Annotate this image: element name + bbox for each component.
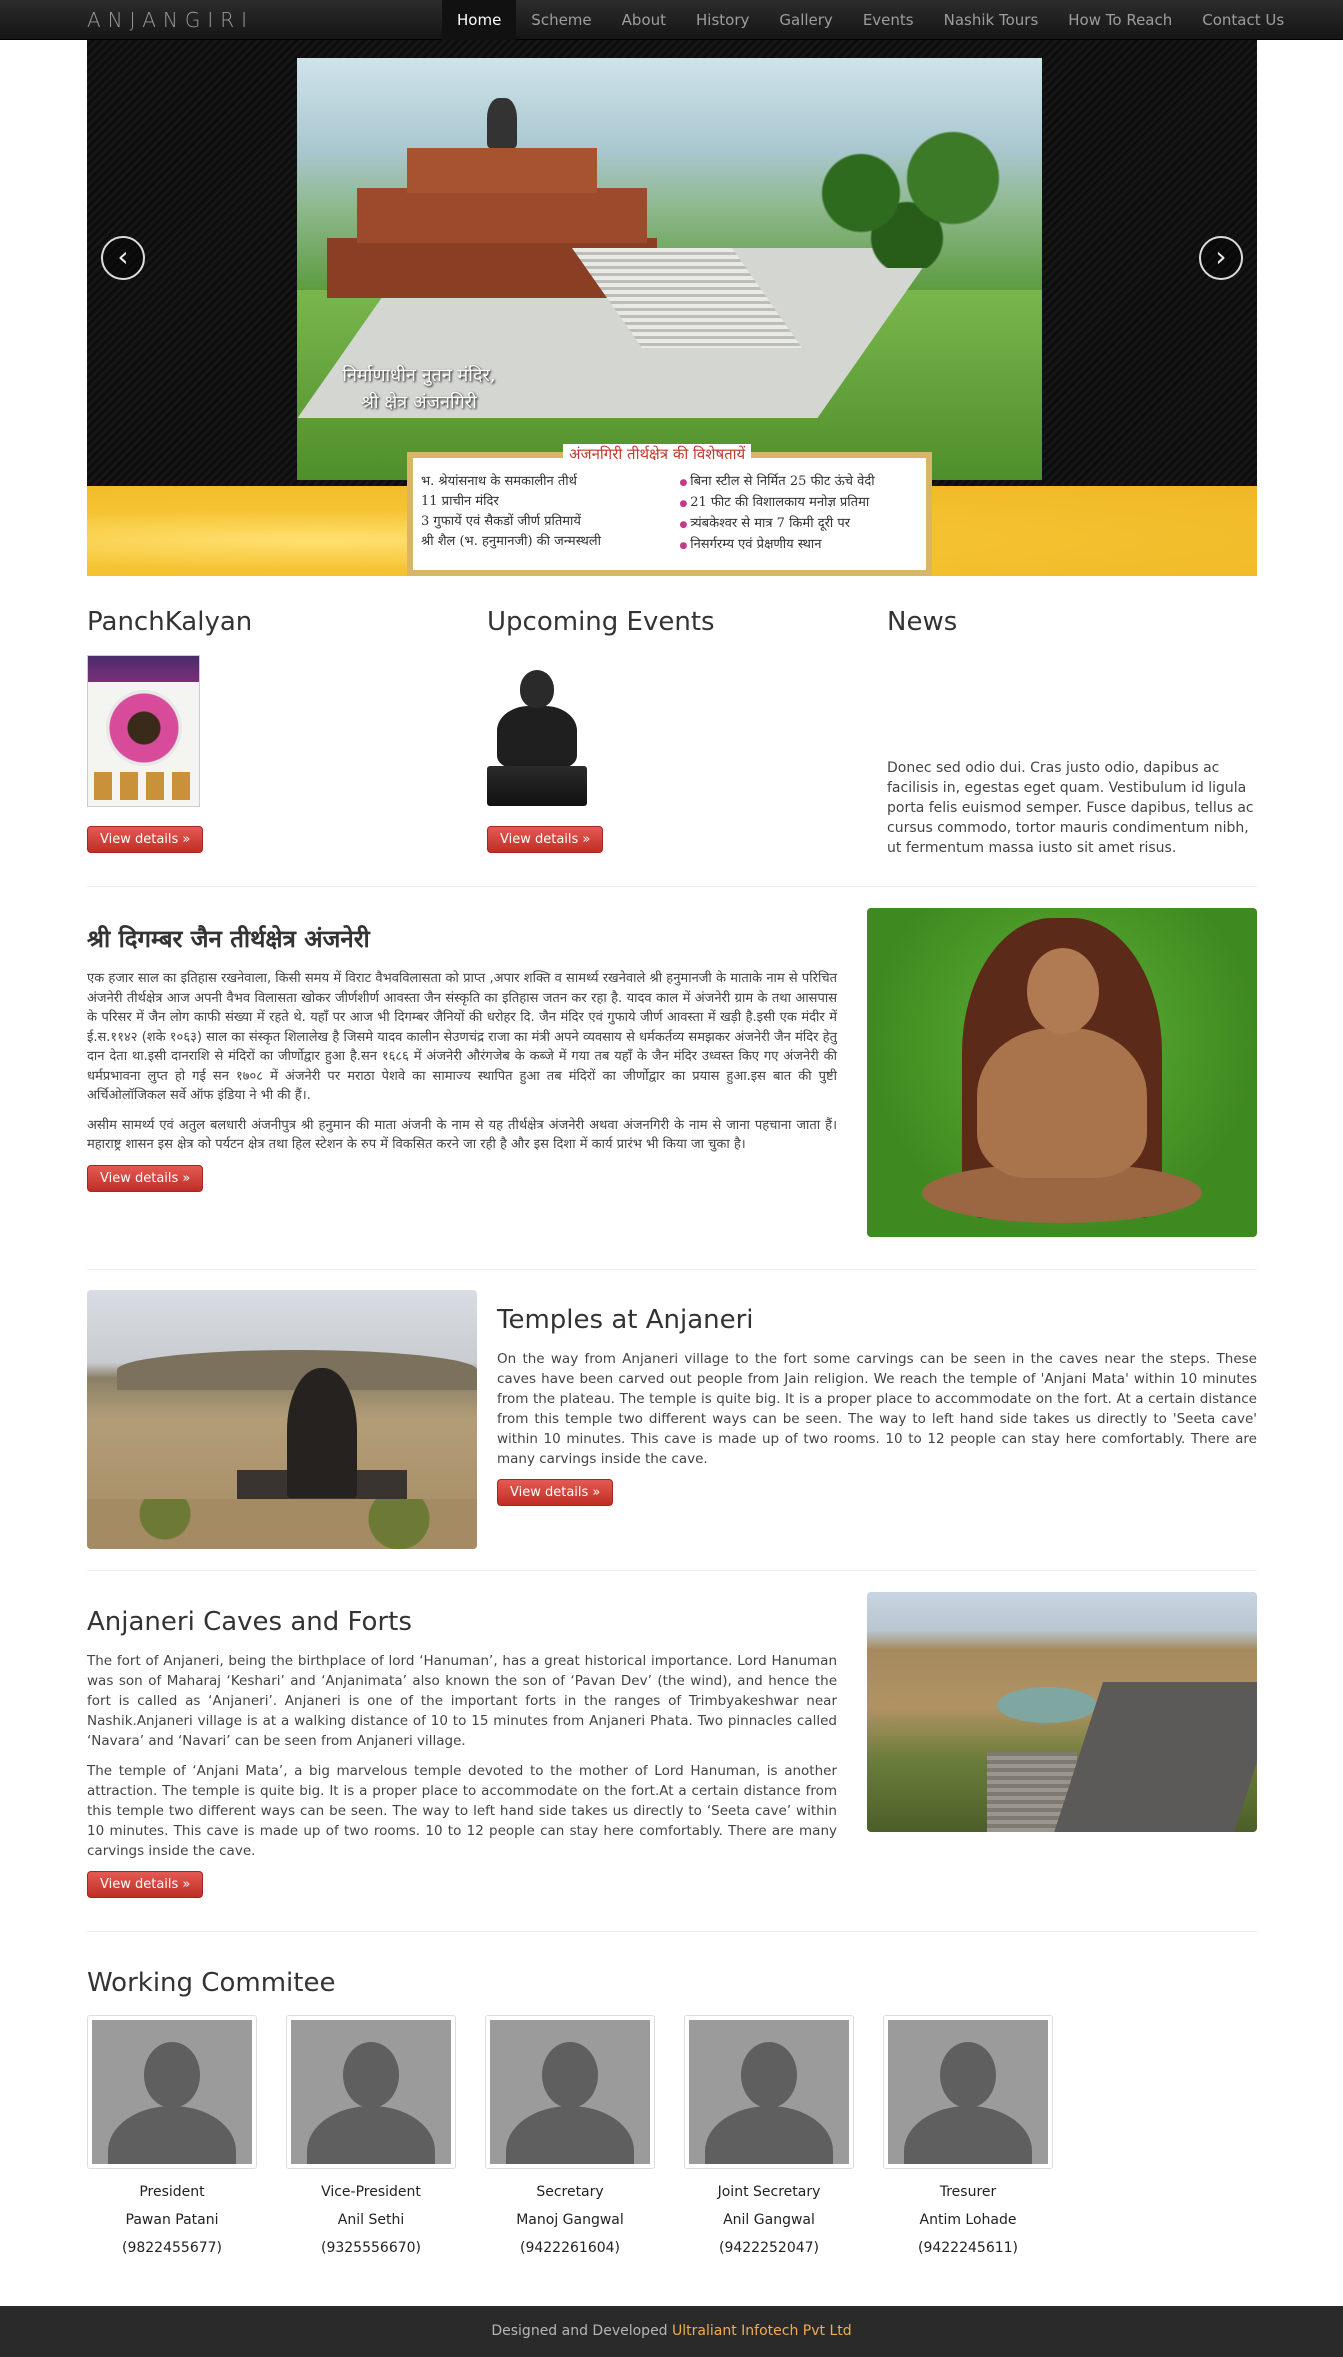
nav-nashik-tours[interactable]: Nashik Tours bbox=[943, 11, 1039, 29]
events-view-details-button[interactable]: View details » bbox=[487, 826, 603, 853]
committee-member bbox=[883, 2015, 1053, 2256]
feature-item: श्री शैल (भ. हनुमानजी) की जन्मस्थली bbox=[421, 534, 601, 549]
feature-item: ● निसर्गरम्य एवं प्रेक्षणीय स्थान bbox=[680, 535, 919, 556]
top-navbar bbox=[0, 0, 1343, 40]
anjaneri-fort-image bbox=[867, 1592, 1257, 1832]
nav-gallery[interactable]: Gallery bbox=[779, 11, 833, 29]
caves-forts-heading: Anjaneri Caves and Forts bbox=[87, 1607, 412, 1637]
jain-tirth-paragraph-2: असीम सामर्थ्य एवं अतुल बलधारी अंजनीपुत्र श्री हनुमान की माता अंजनी के नाम से यह तीर्थक्षेत्र अंजनेरी अथवा अंजनगिरी के नाम से जाना पहचाना जाता हैं। महाराष्ट्र शासन इस क्षेत्र को पर्यटन क्षेत्र तथा हिल स्टेशन के रुप में विकसित करने जा रही है और इस दिशा में कार्य प्रारंभ भी किया जा चुका है। bbox=[87, 1117, 837, 1152]
committee-member bbox=[684, 2015, 854, 2256]
jain-tirth-view-details-button[interactable]: View details » bbox=[87, 1165, 203, 1192]
event-statue-image[interactable] bbox=[487, 670, 587, 807]
member-name: Anil Gangwal bbox=[723, 2212, 815, 2228]
member-role: Secretary bbox=[536, 2184, 604, 2200]
member-name: Anil Sethi bbox=[337, 2212, 405, 2228]
carousel-prev-button[interactable]: ‹ bbox=[101, 236, 145, 280]
feature-item: ● 21 फीट की विशालकाय मनोज्ञ प्रतिमा bbox=[680, 493, 919, 514]
member-role: Vice-President bbox=[321, 2184, 421, 2200]
caves-forts-section bbox=[87, 1607, 837, 1898]
slide-caption-line2: श्री क्षेत्र अंजनगिरी bbox=[361, 392, 477, 413]
features-info-title: अंजनगिरी तीर्थक्षेत्र की विशेषतायें bbox=[563, 444, 751, 464]
nav-history[interactable]: History bbox=[696, 11, 750, 29]
news-column bbox=[887, 607, 1257, 637]
member-name: Antim Lohade bbox=[919, 2212, 1017, 2228]
slide-caption-line1: निर्माणाधीन नुतन मंदिर, bbox=[342, 365, 496, 386]
events-heading: Upcoming Events bbox=[487, 607, 715, 637]
member-phone: (9422261604) bbox=[520, 2240, 620, 2256]
temples-paragraph: On the way from Anjaneri village to the fort some carvings can be seen in the caves near the steps. These caves have been carved out people from Jain religion. We reach the temple of 'Anjani Mata' within 10 minutes from the plateau. The temple is quite big. It is a proper place to accommodate on the fort. At a certain distance from this temple two different ways can be seen. The way to left hand side takes us directly to 'Seeta cave' within 10 minutes. This cave is made up of two rooms. 10 to 12 people can stay here comfortably. There are many carvings inside the cave. bbox=[497, 1351, 1257, 1467]
member-phone: (9325556670) bbox=[321, 2240, 421, 2256]
caves-forts-paragraph-2: The temple of ‘Anjani Mata’, a big marvelous temple devoted to the mother of Lord Hanuman, is another attraction. The temple is quite big. It is a proper place to accommodate on the fort.At a certain distance from this temple two different ways can be seen. The way to left hand side takes us directly to ‘Seeta cave’ within 10 minutes. This cave is made up of two rooms. 10 to 12 people can stay here comfortably. There are many carvings inside the cave. bbox=[87, 1763, 837, 1859]
temples-heading: Temples at Anjaneri bbox=[497, 1305, 754, 1335]
events-column bbox=[487, 607, 857, 637]
jain-tirth-paragraph-1: एक हजार साल का इतिहास रखनेवाला, किसी समय में विराट वैभवविलासता को प्राप्त ,अपार शक्ति व सामर्थ्य रखनेवाले श्री हनुमानजी के माताके नाम से परिचित अंजनेरी तीर्थक्षेत्र आज अपनी वैभव विलासता खोकर जीर्णशीर्ण आवस्ता जैन संस्कृति का इतिहास जतन कर रहा है. यादव काल में अंजनेरी ग्राम के तथा आसपास के परिसर में जैन लोग काफी संख्या में रहते थे. यहाँ पर आज भी दिगम्बर जैनियों की धरोहर दि. जैन मंदिर एवं गुफाये जीर्ण आवस्ता में खड़ी है.इसी एक मंदीर में ई.स.११४२ (शके १०६३) साल का संस्कृत शिलालेख है जिसमे यादव कालीन सेउणचंद्र राजा का मंत्री अपने व्यवसाय से धर्मकर्तव्य समझकर अंजनेरी जैन मंदिर हेतु दान देता था.इसी दानराशि से मंदिरों का जीर्णोद्वार हुआ है.सन १६८६ में अंजनेरी औरंगजेब के कब्जे में गया तब यहाँ के जैन मंदिर उध्वस्त किए गए अंजनेरी की धर्मप्रभावना लुप्त हो गई सन १७०८ में अंजनेरी पर मराठा पेशवे का सामाज्य स्थापित हुआ तब मंदिरों का जीर्णोद्वार का प्रयास हुआ.इस बात की पुष्टी अर्चिओलॉजिकल सर्वे ऑफ इंडिया ने भी की हैं।. bbox=[87, 971, 837, 1103]
caves-forts-view-details-button[interactable]: View details » bbox=[87, 1871, 203, 1898]
divider bbox=[87, 1269, 1257, 1270]
features-right-list bbox=[680, 472, 919, 556]
news-text: Donec sed odio dui. Cras justo odio, dapibus ac facilisis in, egestas eget quam. Vestibulum id ligula porta felis euismod semper. Fusce dapibus, tellus ac cursus commodo, tortor mauris condimentum nibh, ut fermentum massa iusto sit amet risus. bbox=[887, 760, 1254, 856]
slide-caption bbox=[324, 362, 514, 416]
avatar bbox=[883, 2015, 1053, 2169]
member-phone: (9822455677) bbox=[122, 2240, 222, 2256]
avatar bbox=[87, 2015, 257, 2169]
panchkalyan-poster-image[interactable] bbox=[87, 655, 200, 807]
jain-tirth-section bbox=[87, 922, 837, 1192]
committee-heading: Working Commitee bbox=[87, 1968, 336, 1998]
panchkalyan-heading: PanchKalyan bbox=[87, 607, 253, 637]
carousel-next-button[interactable]: › bbox=[1199, 236, 1243, 280]
anjaneri-temple-image bbox=[87, 1290, 477, 1549]
committee-member bbox=[485, 2015, 655, 2256]
committee-members bbox=[87, 2015, 1053, 2256]
avatar bbox=[286, 2015, 456, 2169]
divider bbox=[87, 1931, 1257, 1932]
feature-item: 3 गुफायें एवं सैकडों जीर्ण प्रतिमायें bbox=[421, 514, 581, 529]
avatar bbox=[684, 2015, 854, 2169]
news-heading: News bbox=[887, 607, 958, 637]
nav-about[interactable]: About bbox=[621, 11, 667, 29]
member-role: President bbox=[139, 2184, 205, 2200]
features-left-list bbox=[421, 472, 660, 556]
feature-item: भ. श्रेयांसनाथ के समकालीन तीर्थ bbox=[421, 474, 577, 489]
divider bbox=[87, 886, 1257, 887]
feature-item: ● बिना स्टील से निर्मित 25 फीट ऊंचे वेदी bbox=[680, 472, 919, 493]
panchkalyan-column bbox=[87, 607, 457, 637]
feature-item: 11 प्राचीन मंदिर bbox=[421, 494, 499, 509]
features-info-box bbox=[407, 445, 932, 576]
nav-events[interactable]: Events bbox=[862, 11, 914, 29]
feature-item: ● त्र्यंबकेश्वर से मात्र 7 किमी दूरी पर bbox=[680, 514, 919, 535]
committee-member bbox=[286, 2015, 456, 2256]
member-role: Joint Secretary bbox=[717, 2184, 821, 2200]
panchkalyan-view-details-button[interactable]: View details » bbox=[87, 826, 203, 853]
hero-carousel bbox=[87, 40, 1257, 576]
temples-section bbox=[497, 1305, 1257, 1506]
jain-tirth-heading: श्री दिगम्बर जैन तीर्थक्षेत्र अंजनेरी bbox=[87, 924, 370, 953]
member-name: Pawan Patani bbox=[125, 2212, 219, 2228]
footer-text: Designed and Developed bbox=[491, 2323, 673, 2339]
page-footer bbox=[0, 2306, 1343, 2357]
nav-scheme[interactable]: Scheme bbox=[531, 11, 592, 29]
brand-logo[interactable]: ANJANGIRI bbox=[87, 8, 255, 32]
nav-contact-us[interactable]: Contact Us bbox=[1202, 11, 1285, 29]
avatar bbox=[485, 2015, 655, 2169]
member-name: Manoj Gangwal bbox=[516, 2212, 624, 2228]
nav-how-to-reach[interactable]: How To Reach bbox=[1068, 11, 1173, 29]
main-nav bbox=[442, 0, 1299, 40]
caves-forts-paragraph-1: The fort of Anjaneri, being the birthplace of lord ‘Hanuman’, has a great historical importance. Lord Hanuman was son of Maharaj ‘Keshari’ and ‘Anjanimata’ also known the son of ‘Pavan Dev’ (the wind), and hence the fort is called as ‘Anjaneri’. Anjaneri is one of the important forts in the ranges of Trimbyakeshwar near Nashik.Anjaneri village is at a walking distance of 10 to 15 minutes from Anjaneri Phata. Two pinnacles called ‘Navara’ and ‘Navari’ can be seen from Anjaneri village. bbox=[87, 1653, 837, 1749]
divider bbox=[87, 1570, 1257, 1571]
member-phone: (9422252047) bbox=[719, 2240, 819, 2256]
monk-portrait-image bbox=[867, 908, 1257, 1237]
temple-rendering-image bbox=[297, 58, 1042, 480]
committee-member bbox=[87, 2015, 257, 2256]
member-role: Tresurer bbox=[939, 2184, 997, 2200]
temples-view-details-button[interactable]: View details » bbox=[497, 1479, 613, 1506]
footer-developer-link[interactable]: Ultraliant Infotech Pvt Ltd bbox=[672, 2323, 852, 2339]
member-phone: (9422245611) bbox=[918, 2240, 1018, 2256]
nav-home[interactable]: Home bbox=[442, 0, 516, 40]
